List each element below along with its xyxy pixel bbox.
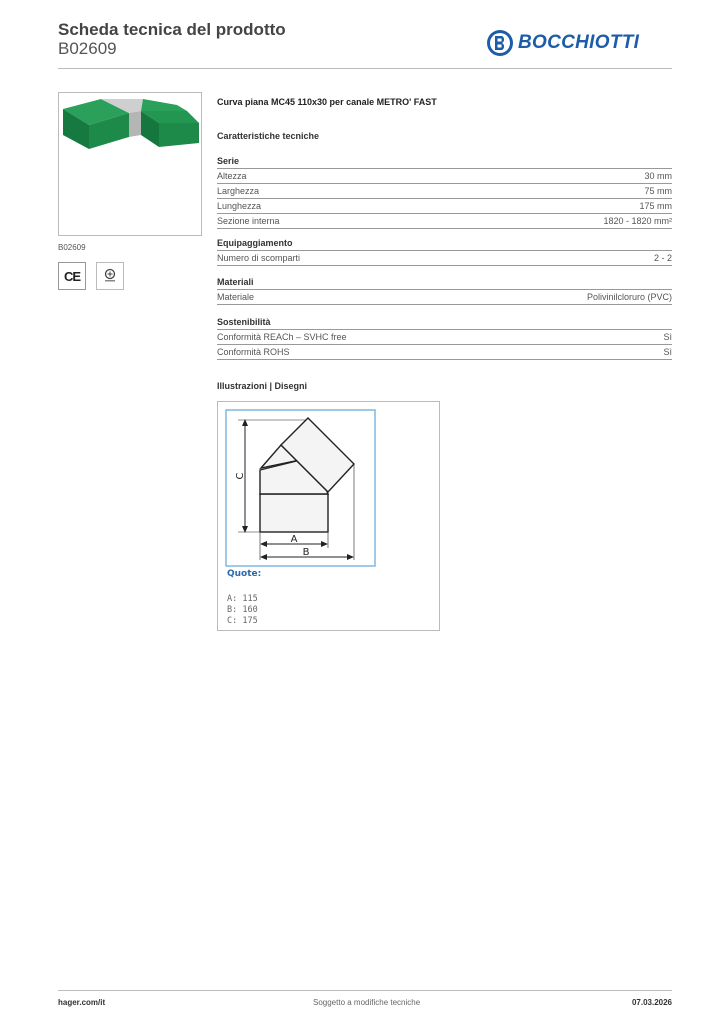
sostenibilita-table [217,317,672,360]
quote-line: C: 175 [227,616,258,626]
row-label: Lunghezza [217,201,262,211]
footer-notice: Soggetto a modifiche tecniche [313,998,421,1007]
technical-drawing [217,401,440,631]
row-label: Conformità ROHS [217,347,290,357]
table-row [217,251,672,266]
materiali-heading: Materiali [217,277,672,290]
ce-mark-icon [58,262,86,290]
footer-date: 07.03.2026 [631,998,672,1007]
serie-table [217,156,672,229]
row-label: Sezione interna [217,216,280,226]
quote-title: Quote: [227,569,262,579]
table-row [217,184,672,199]
equipaggiamento-heading: Equipaggiamento [217,238,672,251]
table-row [217,290,672,305]
materiali-table [217,277,672,305]
row-value: 30 mm [644,171,672,181]
row-label: Numero di scomparti [217,253,301,263]
equipaggiamento-table [217,238,672,266]
row-label: Conformità REACh – SVHC free [217,332,347,342]
table-row [217,199,672,214]
illustrations-heading: Illustrazioni | Disegni [217,381,308,391]
row-value: 175 mm [639,201,672,211]
certification-icon [96,262,124,290]
dim-label-a: A [290,534,298,545]
ce-mark-text: CE [63,268,81,284]
brand-logo [486,28,639,58]
page-title: Scheda tecnica del prodotto [58,20,286,39]
product-image [58,92,202,236]
row-value: Sì [663,347,672,357]
row-value: 2 - 2 [653,253,672,263]
quote-line: B: 160 [227,605,258,615]
sostenibilita-heading: Sostenibilità [217,317,672,330]
row-value: Sì [663,332,672,342]
row-label: Larghezza [217,186,260,196]
brand-name: BOCCHIOTTI [518,32,640,53]
quote-line: A: 115 [227,594,258,604]
header-divider [58,68,672,69]
characteristics-heading: Caratteristiche tecniche [217,131,320,141]
row-value: Polivinilcloruro (PVC) [586,292,672,302]
serie-heading: Serie [217,156,672,169]
table-row [217,330,672,345]
brand-logo-icon [486,29,514,57]
row-label: Altezza [217,171,247,181]
footer-website: hager.com/it [58,998,106,1007]
row-label: Materiale [217,292,255,302]
dim-label-b: B [302,547,310,558]
row-value: 75 mm [644,186,672,196]
product-title: Curva piana MC45 110x30 per canale METRO' FAST [217,97,437,107]
product-code: B02609 [58,39,117,58]
table-row [217,214,672,229]
dim-label-c: C [235,472,246,480]
image-code: B02609 [58,243,86,252]
row-value: 1820 - 1820 mm² [603,216,672,226]
table-row [217,345,672,360]
table-row [217,169,672,184]
footer-divider [58,990,672,991]
